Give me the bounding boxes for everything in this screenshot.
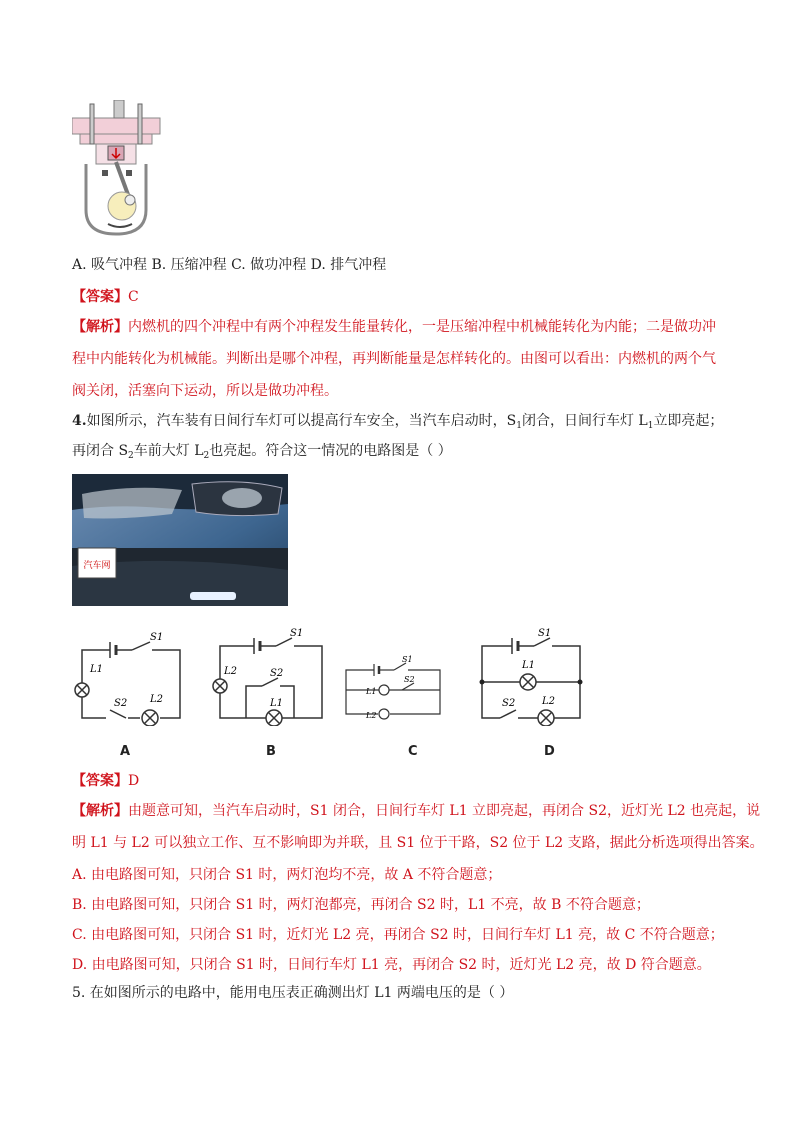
circuit-label-d: D bbox=[544, 744, 555, 759]
answer-value: D bbox=[128, 773, 140, 789]
engine-diagram bbox=[72, 100, 162, 240]
q4-analysis-line2: 明 L1 与 L2 可以独立工作、互不影响即为并联，且 S1 位于干路，S2 位于 L2 支路，据此分析选项得出答案。 bbox=[72, 835, 764, 851]
question-number: 4. bbox=[72, 413, 87, 429]
circuit-label-b: B bbox=[266, 744, 276, 759]
q3-answer bbox=[72, 288, 139, 306]
label-s1: S1 bbox=[402, 655, 413, 664]
label-l2: L2 bbox=[224, 666, 238, 677]
label-s2: S2 bbox=[270, 668, 284, 679]
circuit-c bbox=[344, 650, 442, 726]
q3-options: A. 吸气冲程 B. 压缩冲程 C. 做功冲程 D. 排气冲程 bbox=[72, 257, 387, 273]
label-l2: L2 bbox=[366, 711, 377, 720]
car-photo bbox=[72, 474, 288, 606]
circuit-label-c: C bbox=[408, 744, 418, 759]
q5-stem: 5. 在如图所示的电路中，能用电压表正确测出灯 L1 两端电压的是（ ） bbox=[72, 985, 514, 1001]
stem-text: 车前大灯 L bbox=[133, 443, 204, 459]
analysis-tag: 【解析】 bbox=[72, 803, 128, 819]
q4-stem-line2 bbox=[72, 442, 452, 460]
q3-analysis-line2: 程中内能转化为机械能。判断出是哪个冲程，再判断能量是怎样转化的。由图可以看出：内燃机的两个气 bbox=[72, 351, 716, 367]
label-s1: S1 bbox=[290, 628, 304, 639]
circuit-a bbox=[72, 626, 184, 726]
car-badge: 汽车网 bbox=[83, 561, 111, 571]
label-l2: L2 bbox=[150, 694, 164, 705]
analysis-tag: 【解析】 bbox=[72, 319, 128, 335]
label-l1: L1 bbox=[90, 664, 104, 675]
stem-text: 如图所示，汽车装有日间行车灯可以提高行车安全，当汽车启动时，S bbox=[86, 413, 517, 429]
label-s2: S2 bbox=[502, 698, 516, 709]
label-l1: L1 bbox=[366, 687, 377, 696]
answer-tag: 【答案】 bbox=[72, 773, 128, 789]
stem-text: 立即亮起； bbox=[653, 413, 724, 429]
label-l1: L1 bbox=[522, 660, 536, 671]
label-s1: S1 bbox=[538, 628, 552, 639]
q4-option-d-analysis: D. 由电路图可知，只闭合 S1 时，日间行车灯 L1 亮，再闭合 S2 时，近灯光 L2 亮，故 D 符合题意。 bbox=[72, 957, 711, 973]
circuit-b bbox=[210, 626, 326, 726]
label-s1: S1 bbox=[150, 632, 164, 643]
stem-text: 也亮起。符合这一情况的电路图是（ ） bbox=[209, 443, 452, 459]
subscript: 2 bbox=[203, 451, 210, 461]
q3-analysis-line3: 阀关闭，活塞向下运动，所以是做功冲程。 bbox=[72, 383, 338, 399]
analysis-text: 内燃机的四个冲程中有两个冲程发生能量转化，一是压缩冲程中机械能转化为内能；二是做功冲 bbox=[128, 319, 716, 335]
label-l2: L2 bbox=[542, 696, 556, 707]
answer-value: C bbox=[128, 289, 139, 305]
q4-option-c-analysis: C. 由电路图可知，只闭合 S1 时，近灯光 L2 亮，再闭合 S2 时，日间行车灯 L1 亮，故 C 不符合题意； bbox=[72, 927, 724, 943]
label-s2: S2 bbox=[114, 698, 128, 709]
subscript: 1 bbox=[647, 421, 654, 431]
subscript: 2 bbox=[128, 451, 134, 461]
subscript: 1 bbox=[516, 421, 522, 431]
circuit-label-a: A bbox=[120, 744, 131, 759]
answer-tag: 【答案】 bbox=[72, 289, 128, 305]
q4-answer bbox=[72, 772, 139, 790]
label-l1: L1 bbox=[270, 698, 284, 709]
q4-analysis-line1 bbox=[72, 802, 760, 820]
q4-option-b-analysis: B. 由电路图可知，只闭合 S1 时，两灯泡都亮，再闭合 S2 时，L1 不亮，故 B 不符合题意； bbox=[72, 897, 650, 913]
label-s2: S2 bbox=[404, 675, 415, 684]
analysis-text: 由题意可知，当汽车启动时，S1 闭合，日间行车灯 L1 立即亮起，再闭合 S2，近灯光 L2 也亮起，说 bbox=[128, 803, 761, 819]
circuit-d bbox=[476, 626, 586, 726]
stem-text: 闭合，日间行车灯 L bbox=[521, 413, 648, 429]
q4-option-a-analysis: A. 由电路图可知，只闭合 S1 时，两灯泡均不亮，故 A 不符合题意； bbox=[72, 867, 502, 883]
stem-text: 再闭合 S bbox=[72, 443, 129, 459]
q4-stem-line1 bbox=[72, 412, 723, 430]
q3-analysis-line1 bbox=[72, 318, 716, 336]
